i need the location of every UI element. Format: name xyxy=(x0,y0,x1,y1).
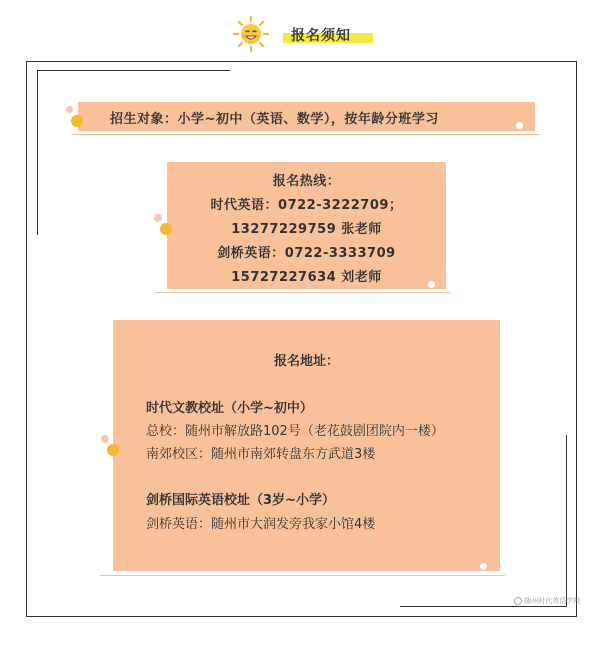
inner-frame-right xyxy=(566,435,567,607)
hotline-title: 报名热线： xyxy=(272,174,341,189)
inner-frame-top xyxy=(37,70,230,71)
address-box-underline xyxy=(100,575,505,576)
hotline-line-2: 13277229759 张老师 xyxy=(231,222,382,237)
decor-dot xyxy=(154,214,162,222)
watermark-icon xyxy=(514,597,522,605)
hotline-box-underline xyxy=(155,292,451,293)
decor-dot xyxy=(516,122,523,129)
page-title: 报名须知 xyxy=(291,28,351,44)
inner-frame-left xyxy=(37,70,38,235)
target-text: 招生对象：小学~初中（英语、数学），按年龄分班学习 xyxy=(110,112,439,127)
decor-dot xyxy=(66,106,73,113)
school1-address-2: 南郊校区：随州市南郊转盘东方武道3楼 xyxy=(146,447,376,462)
decor-dot xyxy=(71,115,83,127)
school1-address-1: 总校：随州市解放路102号（老花鼓剧团院内一楼） xyxy=(146,424,444,439)
decor-dot xyxy=(160,223,172,235)
decor-dot xyxy=(107,444,119,456)
inner-frame-bottom xyxy=(400,606,567,607)
school2-name: 剑桥国际英语校址（3岁~小学） xyxy=(146,493,335,508)
watermark-text: 随州时代英语学校 xyxy=(524,597,581,605)
decor-dot xyxy=(480,563,487,570)
smiling-sun-icon xyxy=(233,16,269,52)
watermark xyxy=(514,596,580,606)
address-box xyxy=(113,320,500,571)
hotline-box xyxy=(167,162,446,289)
address-title: 报名地址： xyxy=(273,354,339,369)
hotline-line-4: 15727227634 刘老师 xyxy=(231,270,382,285)
decor-dot xyxy=(101,435,109,443)
decor-dot xyxy=(428,281,435,288)
school1-name: 时代文教校址（小学~初中） xyxy=(146,401,313,416)
target-box-underline xyxy=(72,134,540,135)
hotline-line-1: 时代英语：0722-3222709； xyxy=(210,198,403,213)
hotline-line-3: 剑桥英语：0722-3333709 xyxy=(217,246,396,261)
school2-address-1: 剑桥英语：随州市大润发旁我家小馆4楼 xyxy=(146,517,376,532)
